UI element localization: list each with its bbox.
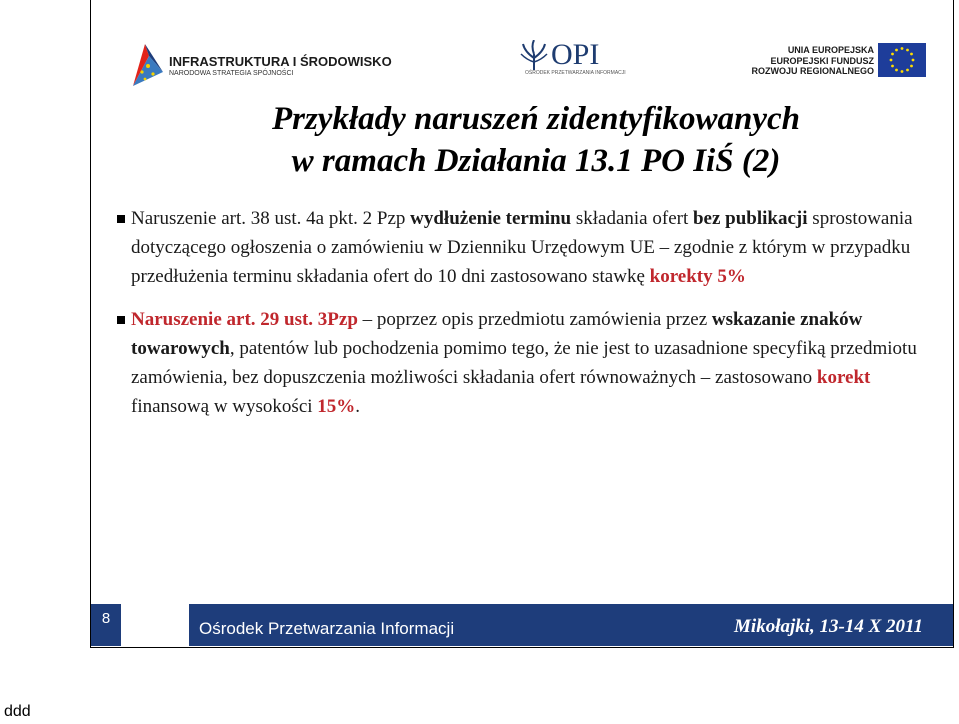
bullet2-end: . [355,396,361,417]
infra-logo-title: INFRASTRUKTURA I ŚRODOWISKO [169,54,392,69]
bullet1-text-b: sprostowania dotyczącego ogłoszenia o zamówieniu w Dzienniku Urzędowym UE – zgodnie z którym w przypadku przedłużenia terminu składania ofert do 10 dni zastosowano stawkę [131,208,913,287]
opi-tree-icon [519,40,549,72]
bullet1-correction-rate: korekty 5% [649,266,746,287]
bullet-square-icon [117,215,125,223]
bullet2-emphasis-trademarks: wskazanie znaków towarowych [131,309,863,359]
logo-bar [91,0,953,95]
eu-line-1: UNIA EUROPEJSKA [787,45,874,55]
bullet-item-art29 [117,305,937,421]
infrastruktura-emblem-icon [131,42,165,88]
opi-logo [519,38,626,80]
opi-logo-subtitle: OŚRODEK PRZETWARZANIA INFORMACJI [525,70,626,76]
eu-flag-icon [878,43,926,77]
corner-label: ddd [4,703,31,720]
infra-logo-subtitle: NARODOWA STRATEGIA SPÓJNOŚCI [169,70,294,77]
opi-logo-text: OPI [551,38,600,71]
eu-line-3: ROZWOJU REGIONALNEGO [751,66,874,76]
bullet2-text-b: , patentów lub pochodzenia pomimo tego, że nie jest to uzasadnione specyfiką przedmiotu zamówienia, bez dopuszczenia możliwości składania ofert równoważnych – zastosowano [131,338,917,388]
bullet-item-art38 [117,204,937,291]
slide-footer [91,600,953,647]
infrastruktura-logo [131,42,391,88]
bullet2-lead: Naruszenie art. 29 ust. 3Pzp [131,309,358,330]
bullet1-lead: Naruszenie art. 38 ust. 4a pkt. 2 Pzp [131,208,411,229]
bullet2-correction-word: korekt [816,367,871,388]
eu-line-2: EUROPEJSKI FUNDUSZ [770,55,874,66]
slide-title [146,98,926,182]
bullet1-emphasis-no-publication: bez publikacji [692,208,808,229]
slide [90,0,954,648]
page-number: 8 [91,604,121,646]
bullet2-text-a: – poprzez opis przedmiotu zamówienia przez [357,309,712,330]
bullet-square-icon [117,316,125,324]
bullet2-correction-rate: 15% [317,396,356,417]
title-line-2: w ramach Działania 13.1 PO IiŚ (2) [291,143,781,179]
bullet1-text-a: składania ofert [571,208,693,229]
eu-logo-text [751,45,874,77]
bullet1-emphasis-extension: wydłużenie terminu [410,208,572,229]
eu-logo [751,43,926,83]
footer-event-date: Mikołajki, 13-14 X 2011 [734,616,923,637]
title-line-1: Przykłady naruszeń zidentyfikowanych [271,101,801,137]
bullet2-text-c: finansową w wysokości [131,396,318,417]
footer-organization: Ośrodek Przetwarzania Informacji [199,619,455,638]
bullet-list [117,204,937,435]
